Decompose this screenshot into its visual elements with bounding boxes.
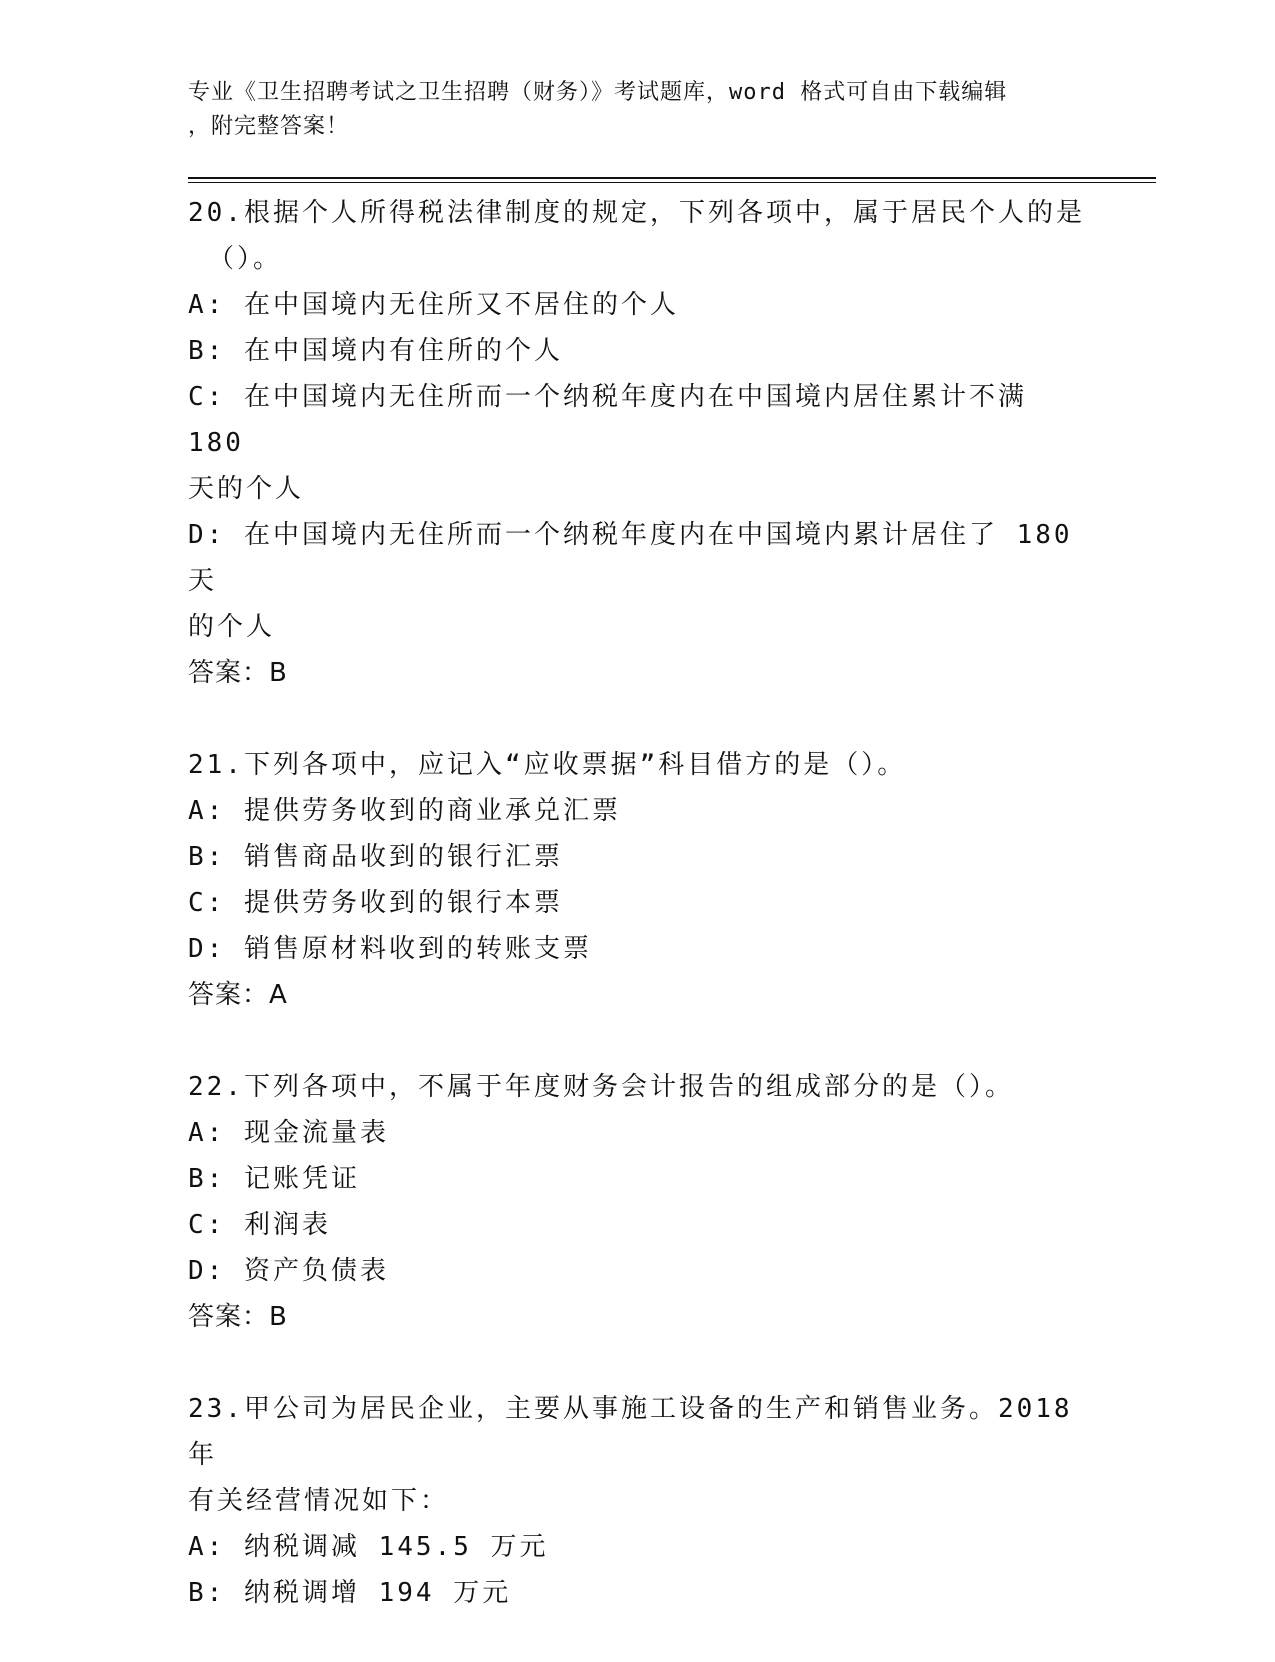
question-stem: 23.甲公司为居民企业，主要从事施工设备的生产和销售业务。2018 年 xyxy=(188,1394,1073,1470)
option-b: B: 在中国境内有住所的个人 xyxy=(188,336,563,366)
question-22 xyxy=(188,1064,1088,1340)
option-a: A: 现金流量表 xyxy=(188,1118,389,1148)
option-c: C: 利润表 xyxy=(188,1210,331,1240)
header-divider-thin xyxy=(188,182,1156,183)
answer-label: 答案：A xyxy=(188,980,288,1010)
header-line-1: 专业《卫生招聘考试之卫生招聘（财务）》考试题库，word 格式可自由下载编辑 xyxy=(188,80,1008,105)
question-stem: （）。 xyxy=(208,244,283,274)
question-20 xyxy=(188,190,1088,696)
option-c: C: 在中国境内无住所而一个纳税年度内在中国境内居住累计不满 180 xyxy=(188,382,1027,458)
option-b: B: 销售商品收到的银行汇票 xyxy=(188,842,563,872)
option-d: D: 在中国境内无住所而一个纳税年度内在中国境内累计居住了 180 天 xyxy=(188,520,1073,596)
option-a: A: 提供劳务收到的商业承兑汇票 xyxy=(188,796,621,826)
document-header xyxy=(188,76,1068,144)
option-d-continued: 的个人 xyxy=(188,612,276,642)
option-b: B: 纳税调增 194 万元 xyxy=(188,1578,512,1608)
question-stem-continued: 有关经营情况如下： xyxy=(188,1486,450,1516)
option-a: A: 纳税调减 145.5 万元 xyxy=(188,1532,549,1562)
option-d: D: 销售原材料收到的转账支票 xyxy=(188,934,592,964)
answer-label: 答案：B xyxy=(188,658,288,688)
option-d: D: 资产负债表 xyxy=(188,1256,389,1286)
option-a: A: 在中国境内无住所又不居住的个人 xyxy=(188,290,679,320)
header-divider-thick xyxy=(188,177,1156,179)
question-list xyxy=(188,190,1088,1662)
header-line-2: ，附完整答案！ xyxy=(188,114,350,139)
question-stem: 20.根据个人所得税法律制度的规定，下列各项中，属于居民个人的是 xyxy=(188,198,1085,228)
question-stem: 22.下列各项中，不属于年度财务会计报告的组成部分的是（）。 xyxy=(188,1072,1014,1102)
question-21 xyxy=(188,742,1088,1018)
question-23 xyxy=(188,1386,1088,1616)
option-c: C: 提供劳务收到的银行本票 xyxy=(188,888,563,918)
question-stem: 21.下列各项中，应记入“应收票据”科目借方的是（）。 xyxy=(188,750,907,780)
answer-label: 答案：B xyxy=(188,1302,288,1332)
option-b: B: 记账凭证 xyxy=(188,1164,360,1194)
option-c-continued: 天的个人 xyxy=(188,474,305,504)
